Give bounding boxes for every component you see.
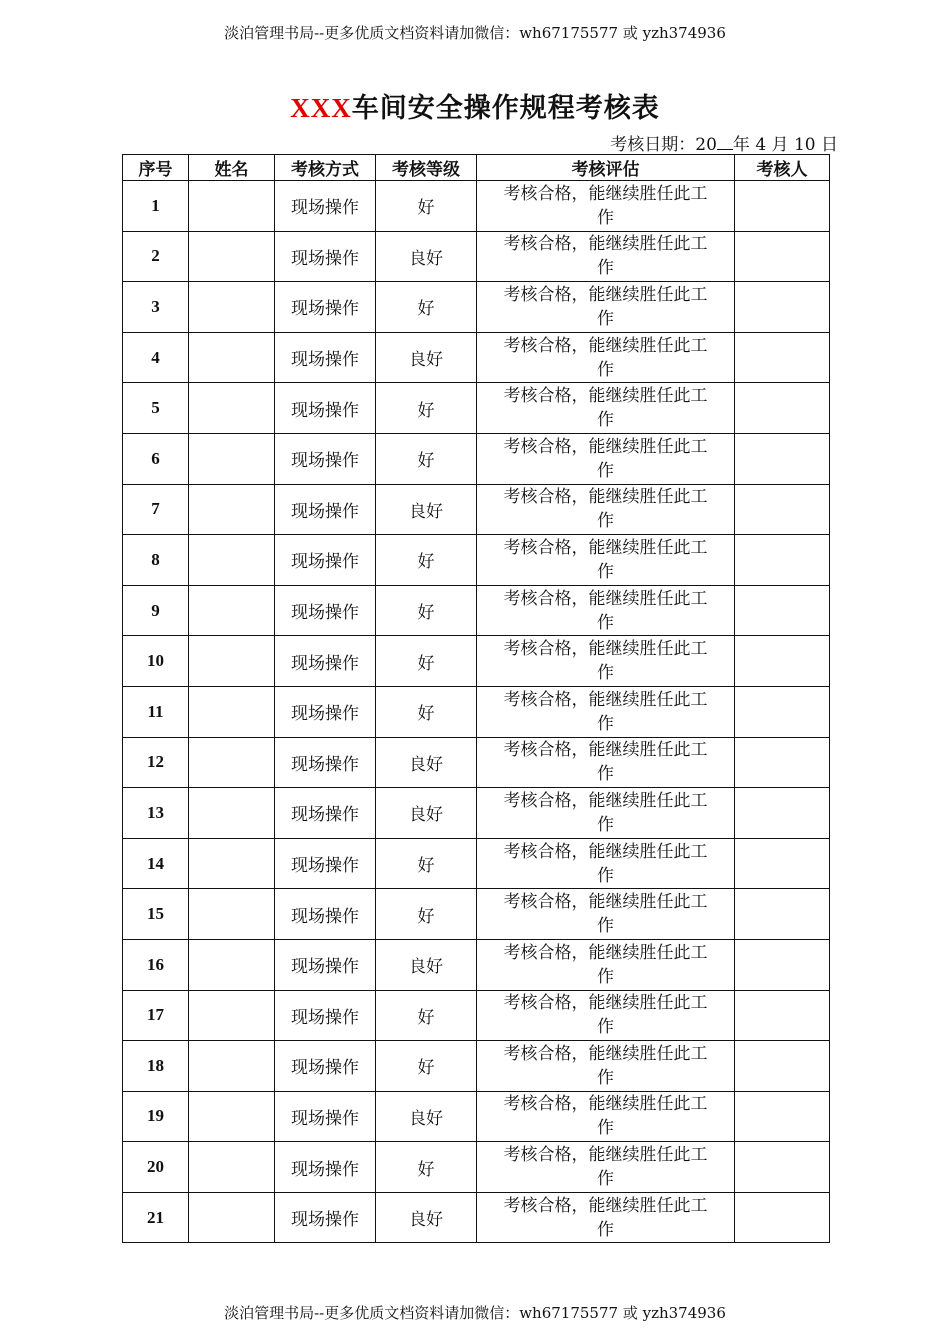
evaluation-line-1: 考核合格，能继续胜任此工 xyxy=(503,740,708,761)
row-method: 现场操作 xyxy=(275,788,376,839)
row-grade: 好 xyxy=(376,1142,477,1193)
evaluation-line-2: 作 xyxy=(597,258,614,279)
row-examiner xyxy=(735,433,830,484)
row-evaluation xyxy=(477,636,735,687)
table-row xyxy=(123,990,830,1041)
title-prefix: XXX xyxy=(290,93,352,123)
row-name xyxy=(189,1041,275,1092)
row-method: 现场操作 xyxy=(275,1142,376,1193)
row-name xyxy=(189,1091,275,1142)
evaluation-line-2: 作 xyxy=(597,1169,614,1190)
row-grade: 好 xyxy=(376,383,477,434)
row-method: 现场操作 xyxy=(275,990,376,1041)
row-grade: 好 xyxy=(376,585,477,636)
evaluation-line-1: 考核合格，能继续胜任此工 xyxy=(503,386,708,407)
row-method: 现场操作 xyxy=(275,737,376,788)
evaluation-line-2: 作 xyxy=(597,561,614,582)
row-examiner xyxy=(735,535,830,586)
row-method: 现场操作 xyxy=(275,433,376,484)
row-method: 现场操作 xyxy=(275,889,376,940)
evaluation-line-1: 考核合格，能继续胜任此工 xyxy=(503,1195,708,1216)
row-evaluation xyxy=(477,1091,735,1142)
row-grade: 良好 xyxy=(376,484,477,535)
row-method: 现场操作 xyxy=(275,686,376,737)
assessment-table xyxy=(122,154,830,1243)
table-row xyxy=(123,383,830,434)
row-examiner xyxy=(735,838,830,889)
row-name xyxy=(189,433,275,484)
table-row xyxy=(123,332,830,383)
row-grade: 好 xyxy=(376,838,477,889)
table-row xyxy=(123,1041,830,1092)
column-header-evaluation: 考核评估 xyxy=(477,155,735,181)
row-examiner xyxy=(735,231,830,282)
row-evaluation xyxy=(477,939,735,990)
row-number: 21 xyxy=(123,1192,189,1243)
row-evaluation xyxy=(477,1192,735,1243)
column-header-examiner: 考核人 xyxy=(735,155,830,181)
row-number: 19 xyxy=(123,1091,189,1142)
row-number: 7 xyxy=(123,484,189,535)
row-evaluation xyxy=(477,585,735,636)
row-examiner xyxy=(735,1192,830,1243)
evaluation-line-1: 考核合格，能继续胜任此工 xyxy=(503,1094,708,1115)
row-number: 13 xyxy=(123,788,189,839)
table-row xyxy=(123,181,830,232)
evaluation-line-2: 作 xyxy=(597,511,614,532)
row-name xyxy=(189,838,275,889)
row-method: 现场操作 xyxy=(275,838,376,889)
evaluation-line-1: 考核合格，能继续胜任此工 xyxy=(503,689,708,710)
row-examiner xyxy=(735,585,830,636)
table-row xyxy=(123,535,830,586)
evaluation-line-1: 考核合格，能继续胜任此工 xyxy=(503,942,708,963)
table-row xyxy=(123,838,830,889)
row-grade: 良好 xyxy=(376,939,477,990)
table-row xyxy=(123,1142,830,1193)
evaluation-line-2: 作 xyxy=(597,1118,614,1139)
row-name xyxy=(189,939,275,990)
evaluation-line-2: 作 xyxy=(597,207,614,228)
row-name xyxy=(189,1192,275,1243)
row-method: 现场操作 xyxy=(275,1091,376,1142)
row-examiner xyxy=(735,990,830,1041)
table-row xyxy=(123,1192,830,1243)
row-examiner xyxy=(735,737,830,788)
evaluation-line-1: 考核合格，能继续胜任此工 xyxy=(503,487,708,508)
row-number: 6 xyxy=(123,433,189,484)
evaluation-line-1: 考核合格，能继续胜任此工 xyxy=(503,234,708,255)
row-number: 11 xyxy=(123,686,189,737)
evaluation-line-2: 作 xyxy=(597,865,614,886)
row-evaluation xyxy=(477,282,735,333)
row-grade: 好 xyxy=(376,1041,477,1092)
row-grade: 好 xyxy=(376,889,477,940)
row-number: 5 xyxy=(123,383,189,434)
column-header-method: 考核方式 xyxy=(275,155,376,181)
row-examiner xyxy=(735,889,830,940)
row-number: 18 xyxy=(123,1041,189,1092)
evaluation-line-1: 考核合格，能继续胜任此工 xyxy=(503,841,708,862)
row-evaluation xyxy=(477,737,735,788)
evaluation-line-1: 考核合格，能继续胜任此工 xyxy=(503,183,708,204)
row-grade: 好 xyxy=(376,636,477,687)
table-row xyxy=(123,1091,830,1142)
row-name xyxy=(189,231,275,282)
row-grade: 好 xyxy=(376,686,477,737)
row-grade: 好 xyxy=(376,433,477,484)
row-method: 现场操作 xyxy=(275,636,376,687)
table-row xyxy=(123,636,830,687)
evaluation-line-1: 考核合格，能继续胜任此工 xyxy=(503,1145,708,1166)
table-row xyxy=(123,585,830,636)
row-grade: 良好 xyxy=(376,332,477,383)
evaluation-line-2: 作 xyxy=(597,460,614,481)
row-number: 16 xyxy=(123,939,189,990)
row-examiner xyxy=(735,383,830,434)
row-evaluation xyxy=(477,990,735,1041)
row-evaluation xyxy=(477,433,735,484)
page-title xyxy=(0,86,950,125)
row-method: 现场操作 xyxy=(275,1041,376,1092)
row-evaluation xyxy=(477,332,735,383)
evaluation-line-1: 考核合格，能继续胜任此工 xyxy=(503,790,708,811)
row-number: 20 xyxy=(123,1142,189,1193)
row-grade: 良好 xyxy=(376,788,477,839)
row-evaluation xyxy=(477,889,735,940)
table-row xyxy=(123,484,830,535)
title-main: 车间安全操作规程考核表 xyxy=(351,93,660,124)
evaluation-line-1: 考核合格，能继续胜任此工 xyxy=(503,993,708,1014)
evaluation-line-2: 作 xyxy=(597,308,614,329)
row-method: 现场操作 xyxy=(275,1192,376,1243)
footer-note: 淡泊管理书局--更多优质文档资料请加微信：wh67175577 或 yzh374936 xyxy=(224,1304,726,1322)
row-examiner xyxy=(735,1041,830,1092)
row-evaluation xyxy=(477,1041,735,1092)
row-evaluation xyxy=(477,383,735,434)
column-header-number: 序号 xyxy=(123,155,189,181)
row-name xyxy=(189,181,275,232)
row-examiner xyxy=(735,1142,830,1193)
row-number: 2 xyxy=(123,231,189,282)
row-evaluation xyxy=(477,181,735,232)
date-blank xyxy=(717,135,733,150)
evaluation-line-2: 作 xyxy=(597,1067,614,1088)
row-name xyxy=(189,686,275,737)
row-evaluation xyxy=(477,1142,735,1193)
row-method: 现场操作 xyxy=(275,231,376,282)
evaluation-line-2: 作 xyxy=(597,966,614,987)
row-method: 现场操作 xyxy=(275,181,376,232)
row-name xyxy=(189,889,275,940)
row-method: 现场操作 xyxy=(275,332,376,383)
row-examiner xyxy=(735,332,830,383)
evaluation-line-1: 考核合格，能继续胜任此工 xyxy=(503,436,708,457)
row-name xyxy=(189,990,275,1041)
row-examiner xyxy=(735,788,830,839)
evaluation-line-2: 作 xyxy=(597,410,614,431)
table-row xyxy=(123,939,830,990)
row-grade: 良好 xyxy=(376,1091,477,1142)
row-number: 3 xyxy=(123,282,189,333)
row-number: 9 xyxy=(123,585,189,636)
row-examiner xyxy=(735,686,830,737)
row-grade: 好 xyxy=(376,181,477,232)
row-number: 1 xyxy=(123,181,189,232)
evaluation-line-2: 作 xyxy=(597,1219,614,1240)
row-number: 8 xyxy=(123,535,189,586)
row-name xyxy=(189,788,275,839)
row-name xyxy=(189,332,275,383)
date-label: 考核日期：20 xyxy=(610,135,717,155)
row-name xyxy=(189,484,275,535)
row-method: 现场操作 xyxy=(275,383,376,434)
row-grade: 好 xyxy=(376,535,477,586)
table-row xyxy=(123,788,830,839)
row-examiner xyxy=(735,939,830,990)
row-evaluation xyxy=(477,686,735,737)
assessment-date xyxy=(610,130,838,155)
evaluation-line-2: 作 xyxy=(597,1017,614,1038)
evaluation-line-1: 考核合格，能继续胜任此工 xyxy=(503,335,708,356)
evaluation-line-2: 作 xyxy=(597,663,614,684)
row-examiner xyxy=(735,1091,830,1142)
row-examiner xyxy=(735,636,830,687)
row-grade: 良好 xyxy=(376,231,477,282)
row-number: 12 xyxy=(123,737,189,788)
evaluation-line-2: 作 xyxy=(597,814,614,835)
row-method: 现场操作 xyxy=(275,939,376,990)
row-name xyxy=(189,1142,275,1193)
row-method: 现场操作 xyxy=(275,282,376,333)
table-row xyxy=(123,889,830,940)
row-name xyxy=(189,282,275,333)
evaluation-line-2: 作 xyxy=(597,359,614,380)
table-row xyxy=(123,433,830,484)
row-evaluation xyxy=(477,231,735,282)
header-note: 淡泊管理书局--更多优质文档资料请加微信：wh67175577 或 yzh374936 xyxy=(224,24,726,42)
column-header-grade: 考核等级 xyxy=(376,155,477,181)
row-grade: 好 xyxy=(376,990,477,1041)
row-evaluation xyxy=(477,838,735,889)
evaluation-line-1: 考核合格，能继续胜任此工 xyxy=(503,892,708,913)
column-header-name: 姓名 xyxy=(189,155,275,181)
row-method: 现场操作 xyxy=(275,484,376,535)
row-evaluation xyxy=(477,788,735,839)
table-body xyxy=(123,181,830,1243)
row-grade: 良好 xyxy=(376,737,477,788)
row-evaluation xyxy=(477,484,735,535)
row-number: 10 xyxy=(123,636,189,687)
row-number: 17 xyxy=(123,990,189,1041)
evaluation-line-2: 作 xyxy=(597,713,614,734)
row-evaluation xyxy=(477,535,735,586)
row-name xyxy=(189,737,275,788)
evaluation-line-1: 考核合格，能继续胜任此工 xyxy=(503,537,708,558)
evaluation-line-1: 考核合格，能继续胜任此工 xyxy=(503,284,708,305)
row-examiner xyxy=(735,282,830,333)
row-grade: 好 xyxy=(376,282,477,333)
row-examiner xyxy=(735,484,830,535)
table-row xyxy=(123,737,830,788)
table-header-row xyxy=(123,155,830,181)
evaluation-line-2: 作 xyxy=(597,764,614,785)
evaluation-line-2: 作 xyxy=(597,916,614,937)
date-rest: 年 4 月 10 日 xyxy=(732,135,838,155)
row-grade: 良好 xyxy=(376,1192,477,1243)
row-number: 15 xyxy=(123,889,189,940)
row-name xyxy=(189,535,275,586)
table-row xyxy=(123,231,830,282)
evaluation-line-1: 考核合格，能继续胜任此工 xyxy=(503,1043,708,1064)
row-method: 现场操作 xyxy=(275,535,376,586)
table-row xyxy=(123,686,830,737)
row-method: 现场操作 xyxy=(275,585,376,636)
table-row xyxy=(123,282,830,333)
row-name xyxy=(189,636,275,687)
row-name xyxy=(189,585,275,636)
evaluation-line-2: 作 xyxy=(597,612,614,633)
row-examiner xyxy=(735,181,830,232)
row-number: 14 xyxy=(123,838,189,889)
row-name xyxy=(189,383,275,434)
row-number: 4 xyxy=(123,332,189,383)
evaluation-line-1: 考核合格，能继续胜任此工 xyxy=(503,639,708,660)
evaluation-line-1: 考核合格，能继续胜任此工 xyxy=(503,588,708,609)
